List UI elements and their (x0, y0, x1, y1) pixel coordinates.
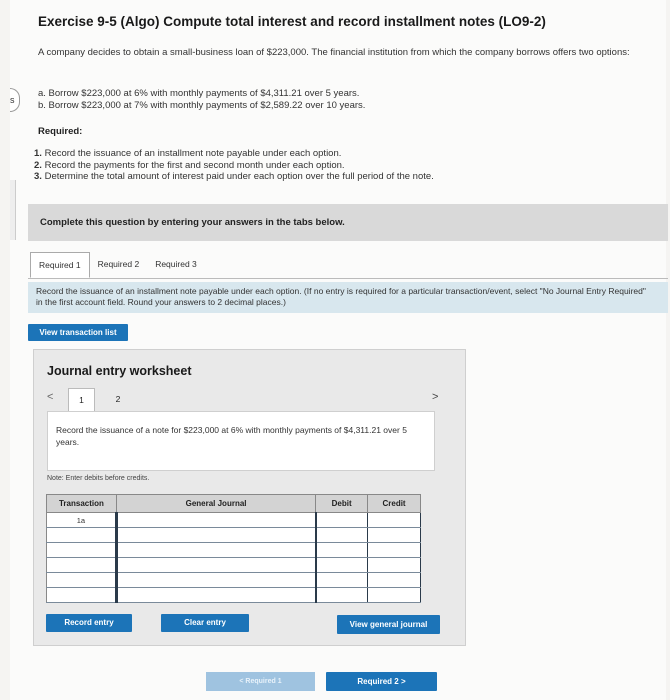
next-required-button[interactable]: Required 2 > (326, 672, 437, 691)
journal-entry-worksheet (33, 349, 466, 646)
view-transaction-list-button[interactable]: View transaction list (28, 324, 128, 341)
transaction-cell (47, 528, 117, 543)
account-select[interactable] (116, 588, 315, 603)
instruction-text: Record the issuance of an installment note payable under each option. (If no entry is required for a particular transaction/event, select "No Journal Entry Required" in the first account field. Round your answers to 2 decimal places.) (36, 286, 646, 307)
clear-entry-button[interactable]: Clear entry (161, 614, 249, 632)
table-row (47, 543, 421, 558)
credit-input[interactable] (368, 558, 421, 573)
required-label: Required: (38, 126, 83, 137)
option-a: a. Borrow $223,000 at 6% with monthly payments of $4,311.21 over 5 years. (38, 88, 360, 99)
exercise-title: Exercise 9-5 (Algo) Compute total interest and record installment notes (LO9-2) (38, 14, 546, 29)
col-debit: Debit (316, 495, 368, 513)
tab-required-1[interactable]: Required 1 (30, 252, 90, 278)
option-b: b. Borrow $223,000 at 7% with monthly payments of $2,589.22 over 10 years. (38, 100, 366, 111)
col-credit: Credit (368, 495, 421, 513)
worksheet-description: Record the issuance of a note for $223,000 at 6% with monthly payments of $4,311.21 over 5 years. (56, 425, 407, 447)
worksheet-page-1[interactable]: 1 (68, 388, 95, 411)
account-select[interactable] (116, 573, 315, 588)
worksheet-page-2[interactable]: 2 (115, 394, 121, 404)
credit-input[interactable] (368, 573, 421, 588)
credit-input[interactable] (368, 513, 421, 528)
worksheet-title: Journal entry worksheet (47, 364, 192, 378)
col-transaction: Transaction (47, 495, 117, 513)
requirement-item: 2. Record the payments for the first and second month under each option. (34, 159, 345, 171)
transaction-cell: 1a (47, 513, 117, 528)
side-tab[interactable] (10, 88, 20, 112)
tab-bar (30, 252, 205, 278)
col-general-journal: General Journal (116, 495, 315, 513)
chevron-left-icon[interactable]: < (47, 391, 54, 403)
table-row (47, 573, 421, 588)
transaction-cell (47, 558, 117, 573)
complete-text: Complete this question by entering your answers in the tabs below. (40, 217, 345, 228)
credit-input[interactable] (368, 528, 421, 543)
debit-input[interactable] (316, 513, 368, 528)
debit-input[interactable] (316, 543, 368, 558)
tab-divider (28, 278, 668, 279)
worksheet-description-box (47, 411, 435, 471)
account-select[interactable] (116, 528, 315, 543)
transaction-cell (47, 543, 117, 558)
worksheet-note: Note: Enter debits before credits. (47, 475, 150, 482)
journal-header-row (47, 495, 421, 513)
complete-banner (28, 204, 668, 241)
table-row (47, 588, 421, 603)
debit-input[interactable] (316, 528, 368, 543)
account-select[interactable] (116, 513, 315, 528)
requirements-list (34, 148, 434, 183)
debit-input[interactable] (316, 588, 368, 603)
table-row (47, 528, 421, 543)
table-row (47, 558, 421, 573)
prev-required-button[interactable]: < Required 1 (206, 672, 315, 691)
account-select[interactable] (116, 558, 315, 573)
account-select[interactable] (116, 543, 315, 558)
side-tab-label: s (10, 95, 15, 105)
tab-required-3[interactable]: Required 3 (155, 259, 197, 269)
debit-input[interactable] (316, 573, 368, 588)
transaction-cell (47, 588, 117, 603)
journal-table (46, 494, 421, 603)
tab-required-2[interactable]: Required 2 (97, 259, 140, 269)
transaction-cell (47, 573, 117, 588)
table-row (47, 513, 421, 528)
view-general-journal-button[interactable]: View general journal (337, 615, 440, 634)
loan-options (38, 88, 365, 112)
debit-input[interactable] (316, 558, 368, 573)
instruction-box (28, 282, 668, 313)
exercise-intro: A company decides to obtain a small-business loan of $223,000. The financial institution from which the company borrows offers two options: (38, 47, 630, 58)
requirement-item: 3. Determine the total amount of interest paid under each option over the full period of the note. (34, 171, 434, 182)
credit-input[interactable] (368, 588, 421, 603)
record-entry-button[interactable]: Record entry (46, 614, 132, 632)
side-strip (10, 180, 16, 240)
credit-input[interactable] (368, 543, 421, 558)
requirement-item: 1. Record the issuance of an installment note payable under each option. (34, 148, 342, 159)
chevron-right-icon[interactable]: > (432, 391, 439, 403)
